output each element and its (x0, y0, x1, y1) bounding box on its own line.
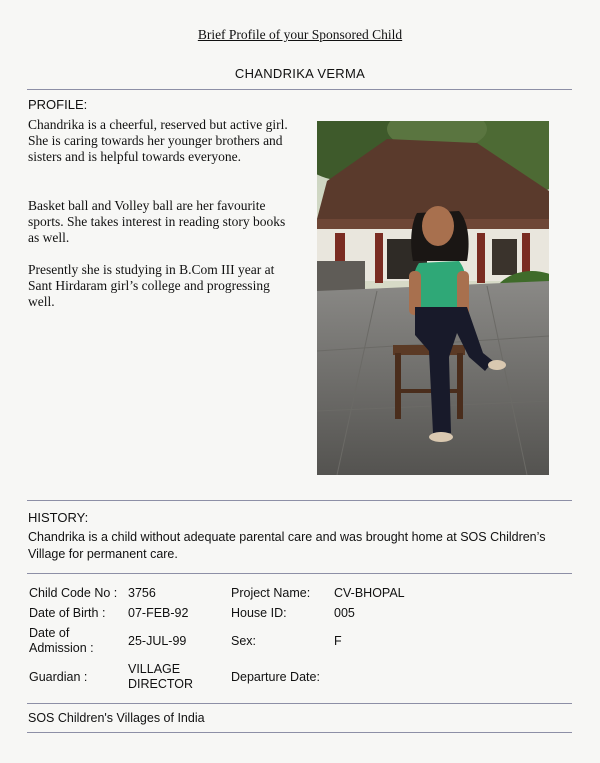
profile-paragraph-3: Presently she is studying in B.Com III year at Sant Hirdaram girl’s college and progressing well. (28, 262, 275, 309)
project-name-value: CV-BHOPAL (334, 586, 405, 600)
project-name-label: Project Name: (231, 586, 311, 600)
divider (27, 703, 572, 704)
house-id-value: 005 (334, 606, 355, 620)
child-photo (317, 121, 549, 475)
sex-value: F (334, 634, 342, 648)
guardian-line1: VILLAGE (128, 662, 181, 676)
history-text: Chandrika is a child without adequate parental care and was brought home at SOS Children’s Village for permanent care. (28, 530, 546, 561)
profile-paragraph-2: Basket ball and Volley ball are her favourite sports. She takes interest in reading story books as well. (28, 198, 286, 245)
admission-label-line2: Admission : (29, 641, 94, 655)
child-code-value: 3756 (128, 586, 156, 600)
divider (27, 573, 572, 574)
divider (27, 89, 572, 90)
child-name-heading: CHANDRIKA VERMA (234, 66, 366, 81)
departure-date-label: Departure Date: (231, 670, 320, 684)
guardian-line2: DIRECTOR (128, 677, 194, 691)
admission-value: 25-JUL-99 (128, 634, 187, 648)
sex-label: Sex: (231, 634, 257, 648)
divider (27, 732, 572, 733)
document-title: Brief Profile of your Sponsored Child (197, 27, 403, 42)
child-photo-illustration (317, 121, 549, 475)
dob-label: Date of Birth : (29, 606, 106, 620)
divider (27, 500, 572, 501)
dob-value: 07-FEB-92 (128, 606, 189, 620)
child-code-label: Child Code No : (29, 586, 118, 600)
profile-label: PROFILE: (28, 97, 88, 112)
guardian-value (128, 662, 193, 692)
guardian-label: Guardian : (29, 670, 88, 684)
house-id-label: House ID: (231, 606, 287, 620)
profile-paragraph-1: Chandrika is a cheerful, reserved but active girl. She is caring towards her younger brothers and sisters and is helpful towards everyone. (28, 117, 288, 164)
organization-footer: SOS Children's Villages of India (28, 711, 205, 725)
admission-label (29, 626, 94, 656)
history-label: HISTORY: (28, 510, 89, 525)
admission-label-line1: Date of (29, 626, 70, 640)
